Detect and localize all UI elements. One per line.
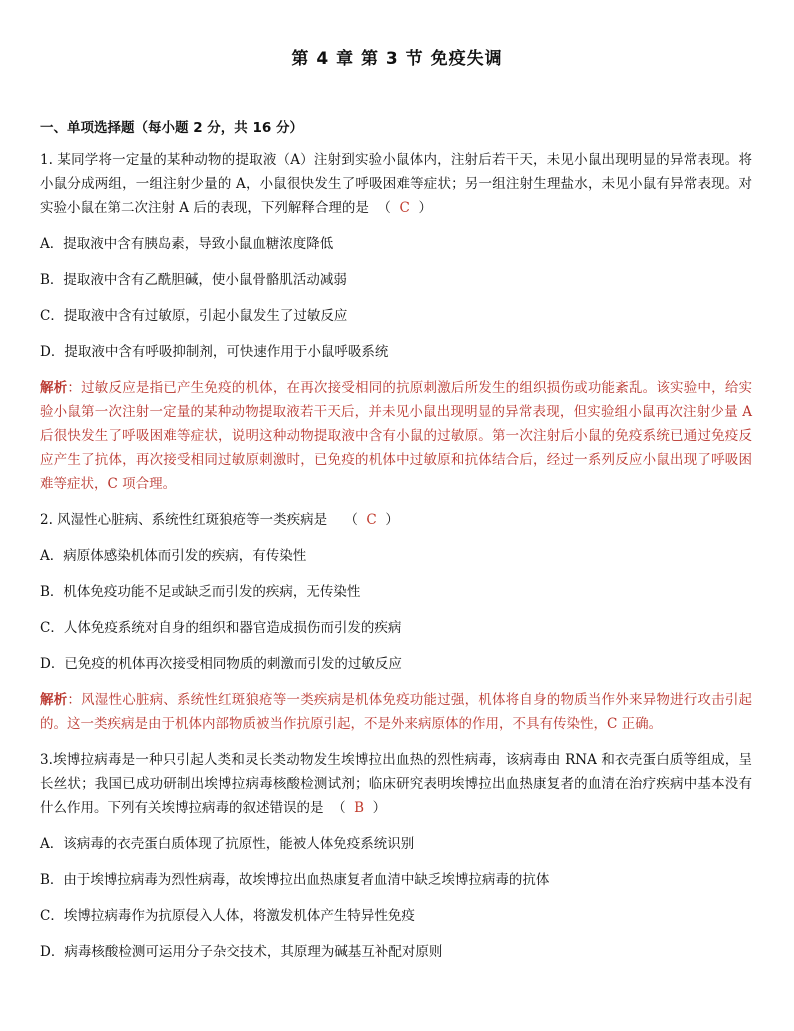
q2-explanation: 解析：风湿性心脏病、系统性红斑狼疮等一类疾病是机体免疫功能过强，机体将自身的物质当作外来异物进行攻击引起的。这一类疾病是由于机体内部物质被当作抗原引起，不是外来病原体的作用，不具有传染性，C 正确。 — [40, 692, 753, 732]
question-1-stem: 1. 某同学将一定量的某种动物的提取液（A）注射到实验小鼠体内，注射后若干天，未见小鼠出现明显的异常表现。将小鼠分成两组，一组注射少量的 A，小鼠很快发生了呼吸困难等症状；另一组注射生理盐水，未见小鼠有异常表现。对实验小鼠在第二次注射 A 后的表现，下列解释合理的是 （ C ） — [40, 152, 752, 216]
page-title: 第 4 章 第 3 节 免疫失调 — [291, 49, 503, 69]
q3-option-c: C．埃博拉病毒作为抗原侵入人体，将激发机体产生特异性免疫 — [40, 908, 415, 924]
question-3-stem: 3.埃博拉病毒是一种只引起人类和灵长类动物发生埃博拉出血热的烈性病毒，该病毒由 RNA 和衣壳蛋白质等组成，呈长丝状；我国已成功研制出埃博拉病毒核酸检测试剂；临床研究表明埃博拉出血热康复者的血清在治疗疾病中基本没有什么作用。下列有关埃博拉病毒的叙述错误的是 （ B ） — [40, 752, 752, 816]
q2-option-c: C．人体免疫系统对自身的组织和器官造成损伤而引发的疾病 — [40, 620, 402, 636]
q3-option-b: B．由于埃博拉病毒为烈性病毒，故埃博拉出血热康复者血清中缺乏埃博拉病毒的抗体 — [40, 872, 550, 888]
q1-option-c: C．提取液中含有过敏原，引起小鼠发生了过敏反应 — [40, 308, 348, 324]
q2-option-a: A．病原体感染机体而引发的疾病，有传染性 — [40, 548, 307, 564]
q1-option-d: D．提取液中含有呼吸抑制剂，可快速作用于小鼠呼吸系统 — [40, 344, 389, 360]
q1-explanation: 解析：过敏反应是指已产生免疫的机体，在再次接受相同的抗原刺激后所发生的组织损伤或功能紊乱。该实验中，给实验小鼠第一次注射一定量的某种动物提取液若干天后，并未见小鼠出现明显的异常表现，但实验组小鼠再次注射少量 A 后很快发生了呼吸困难等症状，说明这种动物提取液中含有小鼠的过敏原。第一次注射后小鼠的免疫系统已通过免疫反应产生了抗体，再次接受相同过敏原刺激时，已免疫的机体中过敏原和抗体结合后，经过一系列反应小鼠出现了呼吸困难等症状，C 项合理。 — [40, 380, 753, 492]
q3-option-a: A．该病毒的衣壳蛋白质体现了抗原性，能被人体免疫系统识别 — [40, 836, 415, 852]
answer-3: B — [354, 800, 365, 816]
question-2-stem: 2. 风湿性心脏病、系统性红斑狼疮等一类疾病是 （ C ） — [40, 512, 399, 528]
answer-1: C — [399, 200, 410, 216]
q3-option-d: D．病毒核酸检测可运用分子杂交技术，其原理为碱基互补配对原则 — [40, 944, 443, 960]
q1-option-a: A．提取液中含有胰岛素，导致小鼠血糖浓度降低 — [40, 236, 334, 252]
section-heading: 一、单项选择题（每小题 2 分，共 16 分） — [40, 120, 303, 136]
q1-option-b: B．提取液中含有乙酰胆碱，使小鼠骨骼肌活动减弱 — [40, 272, 347, 288]
q2-option-b: B．机体免疫功能不足或缺乏而引发的疾病，无传染性 — [40, 584, 361, 600]
answer-2: C — [366, 512, 377, 528]
q2-option-d: D．已免疫的机体再次接受相同物质的刺激而引发的过敏反应 — [40, 656, 402, 672]
